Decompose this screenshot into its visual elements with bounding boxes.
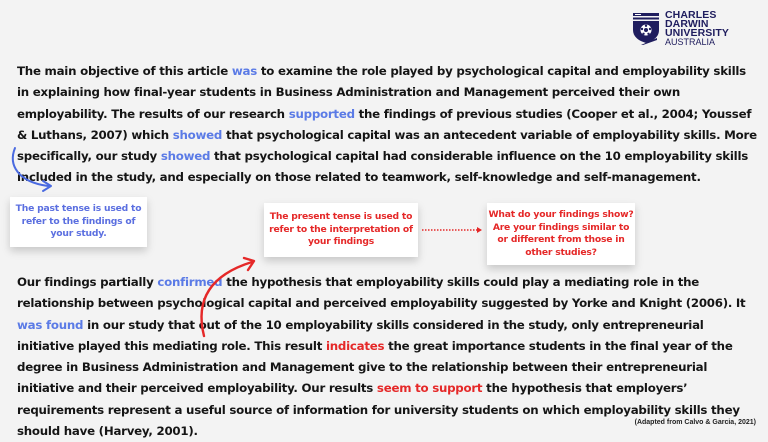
note-present-tense <box>264 203 418 257</box>
logo-line-1: CHARLES <box>665 9 717 21</box>
past-tense-highlight: showed <box>160 149 211 164</box>
logo-line-3: UNIVERSITY <box>665 27 730 39</box>
paragraph-discussion <box>17 272 761 442</box>
note-past-tense <box>10 197 147 247</box>
source-attribution: (Adapted from Calvo & Garcia, 2021) <box>634 419 756 426</box>
text-segment: in our study that out of the 10 employability skills considered in the study, only entrepreneurial initiative played this mediating role. This result <box>17 317 704 353</box>
note-questions <box>487 203 635 265</box>
text-segment: the findings of previous studies (Cooper et al., 2004; Youssef & Luthans, 2007) which <box>17 106 752 142</box>
dotted-arrow-icon <box>422 225 484 235</box>
text-segment: that psychological capital was an antecedent variable of employability skills. More specifically, our study <box>17 127 757 164</box>
past-tense-highlight: showed <box>172 127 223 142</box>
past-tense-highlight: was found <box>17 317 84 332</box>
text-segment: that psychological capital had considerable influence on the 10 employability skills included in the study, and especially on those related to teamwork, self-knowledge and self-management. <box>17 149 749 185</box>
past-tense-highlight: was <box>231 64 257 78</box>
present-tense-highlight: seem to support <box>376 381 483 396</box>
note-past-tense-text: The past tense is used to refer to the findings of your study. <box>15 203 142 240</box>
text-segment: the hypothesis that employers’ requirements represent a useful source of information for university students on which employability skills they should have (Harvey, 2001). <box>17 381 740 439</box>
paragraph-findings <box>17 61 761 189</box>
logo-wordmark <box>665 11 729 47</box>
text-segment: the great importance students in the final year of the degree in Business Administration and Management give to the relationship between their entrepreneurial initiative and their perceived employability. Our results <box>17 338 733 396</box>
note-present-tense-text: The present tense is used to refer to the interpretation of your findings <box>269 211 413 248</box>
logo-line-2: DARWIN <box>665 18 709 30</box>
past-tense-highlight: supported <box>288 106 355 121</box>
note-questions-text: What do your findings show? Are your findings similar to or different from those in other studies? <box>488 209 634 258</box>
past-tense-highlight: confirmed <box>157 275 223 289</box>
university-logo <box>632 8 762 50</box>
logo-line-4: AUSTRALIA <box>665 37 716 47</box>
text-segment: to examine the role played by psychological capital and employability skills in explaining how final-year students in Business Administration and Management perceived their own employability. The results of our research <box>17 64 746 121</box>
present-tense-highlight: indicates <box>325 338 385 353</box>
text-segment: Our findings partially <box>17 275 158 289</box>
shield-crest-icon <box>632 12 660 46</box>
text-segment: The main objective of this article <box>17 64 232 78</box>
text-segment: the hypothesis that employability skills could play a mediating role in the relationship between psychological capital and perceived employability suggested by Yorke and Knight (2006). It <box>17 275 746 311</box>
